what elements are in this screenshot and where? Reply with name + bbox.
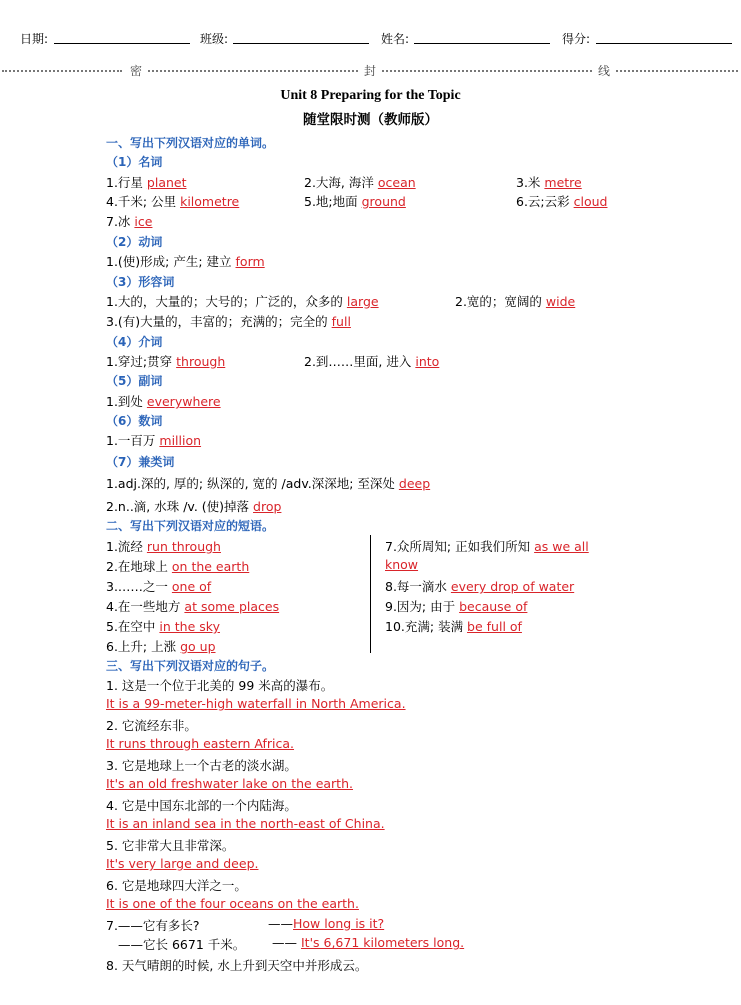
sentence-answer: It is an inland sea in the north-east of China.	[106, 816, 385, 831]
subsection-heading: （5）副词	[106, 374, 163, 388]
answer: everywhere	[146, 394, 221, 409]
name-field[interactable]	[414, 43, 550, 44]
seal-char: 密	[130, 64, 143, 78]
question-item: 2.n..滴, 水珠 /v. (使)掉落 drop	[106, 499, 282, 514]
question-item: 3.米 metre	[516, 175, 582, 190]
answer: deep	[398, 476, 431, 491]
dialogue-question: ——它长 6671 千米。	[118, 937, 246, 952]
phrase-item: 1.流经 run through	[106, 539, 221, 554]
seal-char: 封	[364, 64, 377, 78]
seal-dotted-line	[616, 70, 738, 72]
answer: How long is it?	[293, 916, 385, 931]
question-item: 5.地;地面 ground	[304, 194, 406, 209]
sentence-question: 2. 它流经东非。	[106, 718, 197, 733]
sentence-answer: It runs through eastern Africa.	[106, 736, 295, 751]
section-heading: 二、写出下列汉语对应的短语。	[106, 519, 275, 533]
subsection-heading: （1）名词	[106, 155, 163, 169]
answer: metre	[544, 175, 582, 190]
question-item: 1.adj.深的, 厚的; 纵深的, 宽的 /adv.深深地; 至深处 deep	[106, 476, 431, 491]
dialogue-answer: ——How long is it?	[268, 916, 385, 931]
phrase-item: 3.……之一 one of	[106, 579, 212, 594]
question-item: 2.宽的；宽阔的 wide	[455, 294, 576, 309]
answer: know	[385, 557, 419, 572]
dialogue-question: 7.——它有多长?	[106, 918, 200, 933]
dialogue-answer: —— It's 6,671 kilometers long.	[272, 935, 465, 950]
phrase-item: 10.充满; 装满 be full of	[385, 619, 522, 634]
answer: one of	[171, 579, 212, 594]
sentence-answer: It is a 99-meter-high waterfall in North America.	[106, 696, 406, 711]
sentence-question: 6. 它是地球四大洋之一。	[106, 878, 247, 893]
score-label: 得分:	[562, 32, 591, 46]
answer: at some places	[184, 599, 280, 614]
class-field[interactable]	[233, 43, 369, 44]
sentence-answer: It's an old freshwater lake on the earth.	[106, 776, 353, 791]
sentence-question: 8. 天气晴朗的时候, 水上升到天空中并形成云。	[106, 958, 368, 973]
subsection-heading: （7）兼类词	[106, 455, 175, 469]
sentence-question: 5. 它非常大且非常深。	[106, 838, 235, 853]
answer: form	[235, 254, 265, 269]
question-item: 6.云;云彩 cloud	[516, 194, 608, 209]
date-label: 日期:	[20, 32, 49, 46]
question-item: 2.大海, 海洋 ocean	[304, 175, 416, 190]
section-heading: 一、写出下列汉语对应的单词。	[106, 136, 275, 150]
answer: million	[159, 433, 202, 448]
sentence-answer: It is one of the four oceans on the earth.	[106, 896, 359, 911]
question-item: 2.到……里面, 进入 into	[304, 354, 440, 369]
sentence-answer: It's very large and deep.	[106, 856, 259, 871]
question-item: 7.冰 ice	[106, 214, 153, 229]
section-heading: 三、写出下列汉语对应的句子。	[106, 659, 275, 673]
answer: drop	[253, 499, 282, 514]
answer: full	[331, 314, 351, 329]
phrase-item: 7.众所周知; 正如我们所知 as we all	[385, 539, 589, 554]
phrase-item: 2.在地球上 on the earth	[106, 559, 250, 574]
sentence-question: 1. 这是一个位于北美的 99 米高的瀑布。	[106, 678, 334, 693]
question-item: 1.到处 everywhere	[106, 394, 221, 409]
page-subtitle: 随堂限时测（教师版）	[303, 112, 438, 128]
answer: cloud	[573, 194, 608, 209]
subsection-heading: （3）形容词	[106, 275, 175, 289]
subsection-heading: （4）介词	[106, 335, 163, 349]
sentence-question: 4. 它是中国东北部的一个内陆海。	[106, 798, 297, 813]
answer: be full of	[467, 619, 522, 634]
answer: on the earth	[171, 559, 250, 574]
seal-char: 线	[598, 64, 611, 78]
question-item: 1.穿过;贯穿 through	[106, 354, 226, 369]
subsection-heading: （6）数词	[106, 414, 163, 428]
question-item: 1.一百万 million	[106, 433, 202, 448]
answer: ground	[361, 194, 406, 209]
phrase-item: 6.上升; 上涨 go up	[106, 639, 216, 654]
seal-dotted-line	[382, 70, 592, 72]
answer: ice	[134, 214, 153, 229]
answer: wide	[545, 294, 576, 309]
answer: kilometre	[180, 194, 240, 209]
answer: through	[176, 354, 226, 369]
answer: into	[415, 354, 440, 369]
sentence-question: 3. 它是地球上一个古老的淡水湖。	[106, 758, 297, 773]
phrase-item: 8.每一滴水 every drop of water	[385, 579, 575, 594]
phrase-item: 5.在空中 in the sky	[106, 619, 220, 634]
question-item: 3.(有)大量的，丰富的；充满的；完全的 full	[106, 314, 351, 329]
question-item: 4.千米; 公里 kilometre	[106, 194, 240, 209]
phrase-item-continued	[385, 557, 418, 572]
phrase-item: 4.在一些地方 at some places	[106, 599, 280, 614]
answer: in the sky	[159, 619, 220, 634]
answer: go up	[180, 639, 216, 654]
answer: large	[346, 294, 379, 309]
answer: planet	[146, 175, 187, 190]
answer: It's 6,671 kilometers long.	[300, 935, 465, 950]
question-item: 1.(使)形成; 产生; 建立 form	[106, 254, 265, 269]
seal-dotted-line	[148, 70, 358, 72]
seal-dotted-line	[2, 70, 122, 72]
class-label: 班级:	[200, 32, 229, 46]
answer: ocean	[377, 175, 416, 190]
date-field[interactable]	[54, 43, 190, 44]
name-label: 姓名:	[381, 32, 410, 46]
answer: because of	[459, 599, 528, 614]
subsection-heading: （2）动词	[106, 235, 163, 249]
phrase-item: 9.因为; 由于 because of	[385, 599, 528, 614]
answer: every drop of water	[450, 579, 575, 594]
question-item: 1.大的，大量的；大号的；广泛的，众多的 large	[106, 294, 379, 309]
answer: as we all	[534, 539, 589, 554]
answer: run through	[146, 539, 221, 554]
column-divider	[370, 535, 371, 653]
question-item: 1.行星 planet	[106, 175, 187, 190]
page-title: Unit 8 Preparing for the Topic	[280, 88, 461, 103]
score-field[interactable]	[596, 43, 732, 44]
